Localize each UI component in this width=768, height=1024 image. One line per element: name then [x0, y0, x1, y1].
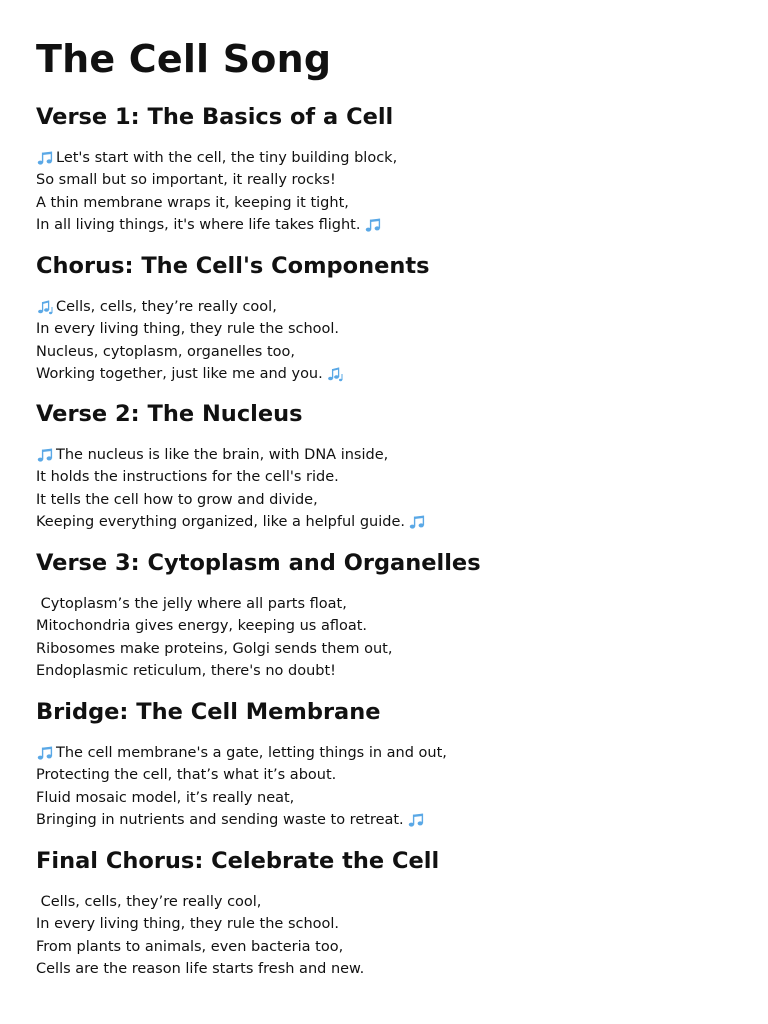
lyric-line	[36, 296, 736, 318]
lyric-line	[36, 341, 736, 363]
lyric-lines	[36, 147, 736, 236]
lyric-line	[36, 787, 736, 809]
song-section	[36, 399, 736, 533]
lyric-line	[36, 891, 736, 913]
lyric-lines	[36, 444, 736, 533]
beamed-notes-icon	[408, 812, 425, 829]
lyric-text: Keeping everything organized, like a helpful guide.	[36, 513, 405, 530]
lyric-lines	[36, 296, 736, 385]
section-heading: Bridge: The Cell Membrane	[36, 699, 381, 725]
document-page	[36, 34, 736, 977]
lyric-text: Endoplasmic reticulum, there's no doubt!	[36, 662, 336, 679]
lyric-line	[36, 660, 736, 682]
lyric-text: A thin membrane wraps it, keeping it tight,	[36, 194, 349, 211]
lyric-text: From plants to animals, even bacteria too,	[36, 938, 344, 955]
lyric-text: The nucleus is like the brain, with DNA inside,	[56, 447, 389, 463]
lyric-line	[36, 638, 736, 660]
beamed-notes-icon	[36, 745, 53, 762]
lyric-line	[36, 742, 736, 764]
lyric-lines	[36, 593, 736, 682]
multiple-notes-icon	[327, 366, 344, 383]
lyric-line	[36, 169, 736, 191]
song-section	[36, 251, 736, 385]
lyric-line	[36, 444, 736, 466]
lyric-text: Working together, just like me and you.	[36, 365, 323, 382]
beamed-notes-icon	[36, 150, 53, 167]
lyric-line	[36, 363, 736, 385]
section-heading: Chorus: The Cell's Components	[36, 253, 430, 279]
lyric-text: Protecting the cell, that’s what it’s about.	[36, 767, 337, 784]
lyric-line	[36, 511, 736, 533]
lyric-line	[36, 764, 736, 786]
song-section	[36, 846, 736, 980]
section-heading: Final Chorus: Celebrate the Cell	[36, 848, 440, 874]
lyric-line	[36, 318, 736, 340]
lyric-text: Cells, cells, they’re really cool,	[56, 299, 277, 315]
lyric-line	[36, 958, 736, 980]
lyric-line	[36, 615, 736, 637]
lyric-text: Let's start with the cell, the tiny building block,	[56, 150, 398, 166]
lyric-line	[36, 593, 736, 615]
beamed-notes-icon	[36, 447, 53, 464]
lyric-text: Bringing in nutrients and sending waste to retreat.	[36, 811, 404, 828]
lyric-text: The cell membrane's a gate, letting things in and out,	[56, 745, 447, 761]
lyric-text: In every living thing, they rule the school.	[36, 321, 340, 338]
section-heading: Verse 2: The Nucleus	[36, 401, 303, 427]
beamed-notes-icon	[364, 217, 381, 234]
lyric-text: Cells, cells, they’re really cool,	[36, 894, 262, 910]
lyric-lines	[36, 742, 736, 831]
lyric-text: Ribosomes make proteins, Golgi sends them out,	[36, 640, 393, 657]
lyric-text: Cytoplasm’s the jelly where all parts float,	[36, 596, 347, 612]
song-section	[36, 697, 736, 831]
lyric-line	[36, 936, 736, 958]
lyric-text: In all living things, it's where life takes flight.	[36, 216, 361, 233]
lyric-line	[36, 489, 736, 511]
lyric-text: Mitochondria gives energy, keeping us afloat.	[36, 618, 368, 635]
lyric-text: In every living thing, they rule the school.	[36, 916, 340, 933]
song-section	[36, 548, 736, 682]
lyric-line	[36, 147, 736, 169]
lyric-text: Nucleus, cytoplasm, organelles too,	[36, 343, 296, 360]
section-heading: Verse 3: Cytoplasm and Organelles	[36, 550, 481, 576]
beamed-notes-icon	[409, 514, 426, 531]
lyric-text: It tells the cell how to grow and divide,	[36, 491, 318, 508]
lyric-text: So small but so important, it really rocks!	[36, 172, 336, 189]
lyric-line	[36, 913, 736, 935]
lyric-text: Cells are the reason life starts fresh and new.	[36, 960, 365, 977]
lyric-text: It holds the instructions for the cell's ride.	[36, 469, 339, 486]
lyric-text: Fluid mosaic model, it’s really neat,	[36, 789, 295, 806]
multiple-notes-icon	[36, 299, 53, 316]
lyric-line	[36, 214, 736, 236]
section-heading: Verse 1: The Basics of a Cell	[36, 104, 394, 130]
lyric-line	[36, 192, 736, 214]
lyric-line	[36, 466, 736, 488]
lyric-lines	[36, 891, 736, 980]
lyric-line	[36, 809, 736, 831]
song-section	[36, 102, 736, 236]
song-title: The Cell Song	[36, 37, 332, 81]
